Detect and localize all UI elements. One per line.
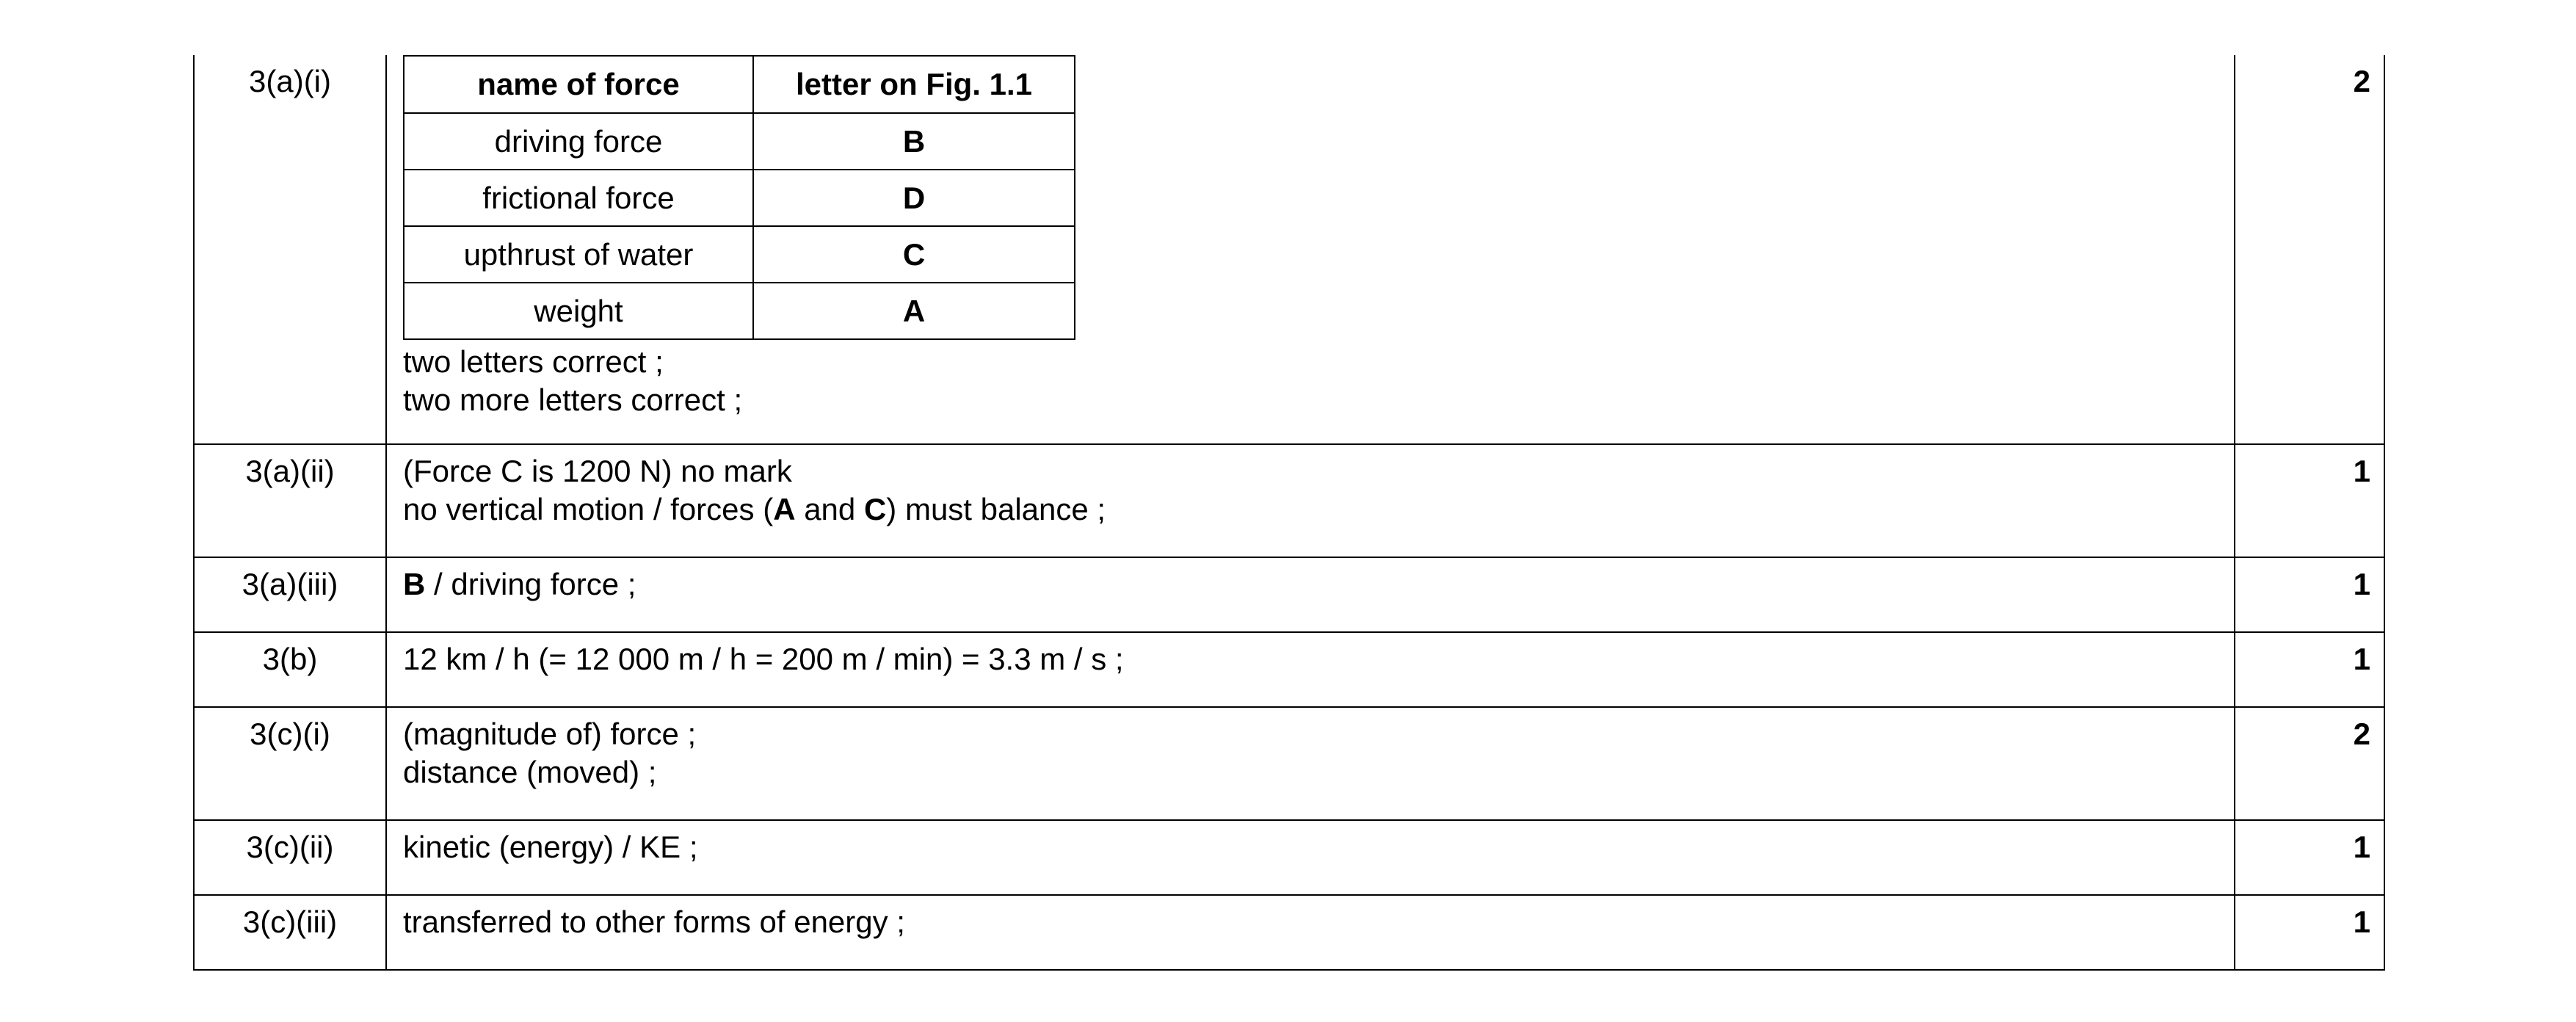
answer-cell xyxy=(386,444,2235,557)
question-number: 3(c)(iii) xyxy=(194,895,386,970)
mark-scheme-table xyxy=(193,55,2385,971)
marks: 2 xyxy=(2235,55,2384,444)
answer-cell: 12 km / h (= 12 000 m / h = 200 m / min) = 3.3 m / s ; xyxy=(386,632,2235,707)
marks: 1 xyxy=(2235,557,2384,632)
header-name-of-force: name of force xyxy=(404,56,753,113)
question-number: 3(c)(i) xyxy=(194,707,386,820)
table-row xyxy=(194,895,2384,970)
answer-cell xyxy=(386,707,2235,820)
force-letter: A xyxy=(753,283,1075,339)
letter-b: B xyxy=(403,567,426,601)
header-letter: letter on Fig. 1.1 xyxy=(753,56,1075,113)
force-letter: B xyxy=(753,113,1075,170)
inner-row xyxy=(404,170,1075,226)
force-name: upthrust of water xyxy=(404,226,753,283)
marks: 1 xyxy=(2235,820,2384,895)
inner-row xyxy=(404,283,1075,339)
marks: 2 xyxy=(2235,707,2384,820)
force-letter-table xyxy=(403,55,1075,340)
force-name: driving force xyxy=(404,113,753,170)
force-letter: D xyxy=(753,170,1075,226)
answer-cell: kinetic (energy) / KE ; xyxy=(386,820,2235,895)
answer-line: (Force C is 1200 N) no mark xyxy=(403,454,792,488)
answer-text: and xyxy=(795,492,864,526)
table-row xyxy=(194,820,2384,895)
answer-text: ) must balance ; xyxy=(886,492,1106,526)
note-line: two more letters correct ; xyxy=(403,383,743,417)
inner-row xyxy=(404,113,1075,170)
marks: 1 xyxy=(2235,632,2384,707)
question-number: 3(a)(i) xyxy=(194,55,386,444)
answer-cell xyxy=(386,55,2235,444)
answer-cell xyxy=(386,557,2235,632)
marks: 1 xyxy=(2235,895,2384,970)
answer-text: no vertical motion / forces ( xyxy=(403,492,774,526)
letter-a: A xyxy=(773,492,796,526)
question-number: 3(a)(iii) xyxy=(194,557,386,632)
letter-c: C xyxy=(863,492,887,526)
table-row xyxy=(194,707,2384,820)
table-row xyxy=(194,444,2384,557)
question-number: 3(b) xyxy=(194,632,386,707)
question-number: 3(c)(ii) xyxy=(194,820,386,895)
answer-line: distance (moved) ; xyxy=(403,755,657,789)
answer-text: / driving force ; xyxy=(425,567,636,601)
question-number: 3(a)(ii) xyxy=(194,444,386,557)
inner-header-row xyxy=(404,56,1075,113)
force-letter: C xyxy=(753,226,1075,283)
force-name: frictional force xyxy=(404,170,753,226)
table-row xyxy=(194,632,2384,707)
table-row xyxy=(194,55,2384,444)
answer-line: (magnitude of) force ; xyxy=(403,717,697,751)
marks: 1 xyxy=(2235,444,2384,557)
force-name: weight xyxy=(404,283,753,339)
answer-line xyxy=(403,490,2234,529)
table-row xyxy=(194,557,2384,632)
note-line: two letters correct ; xyxy=(403,344,664,379)
inner-row xyxy=(404,226,1075,283)
answer-cell: transferred to other forms of energy ; xyxy=(386,895,2235,970)
